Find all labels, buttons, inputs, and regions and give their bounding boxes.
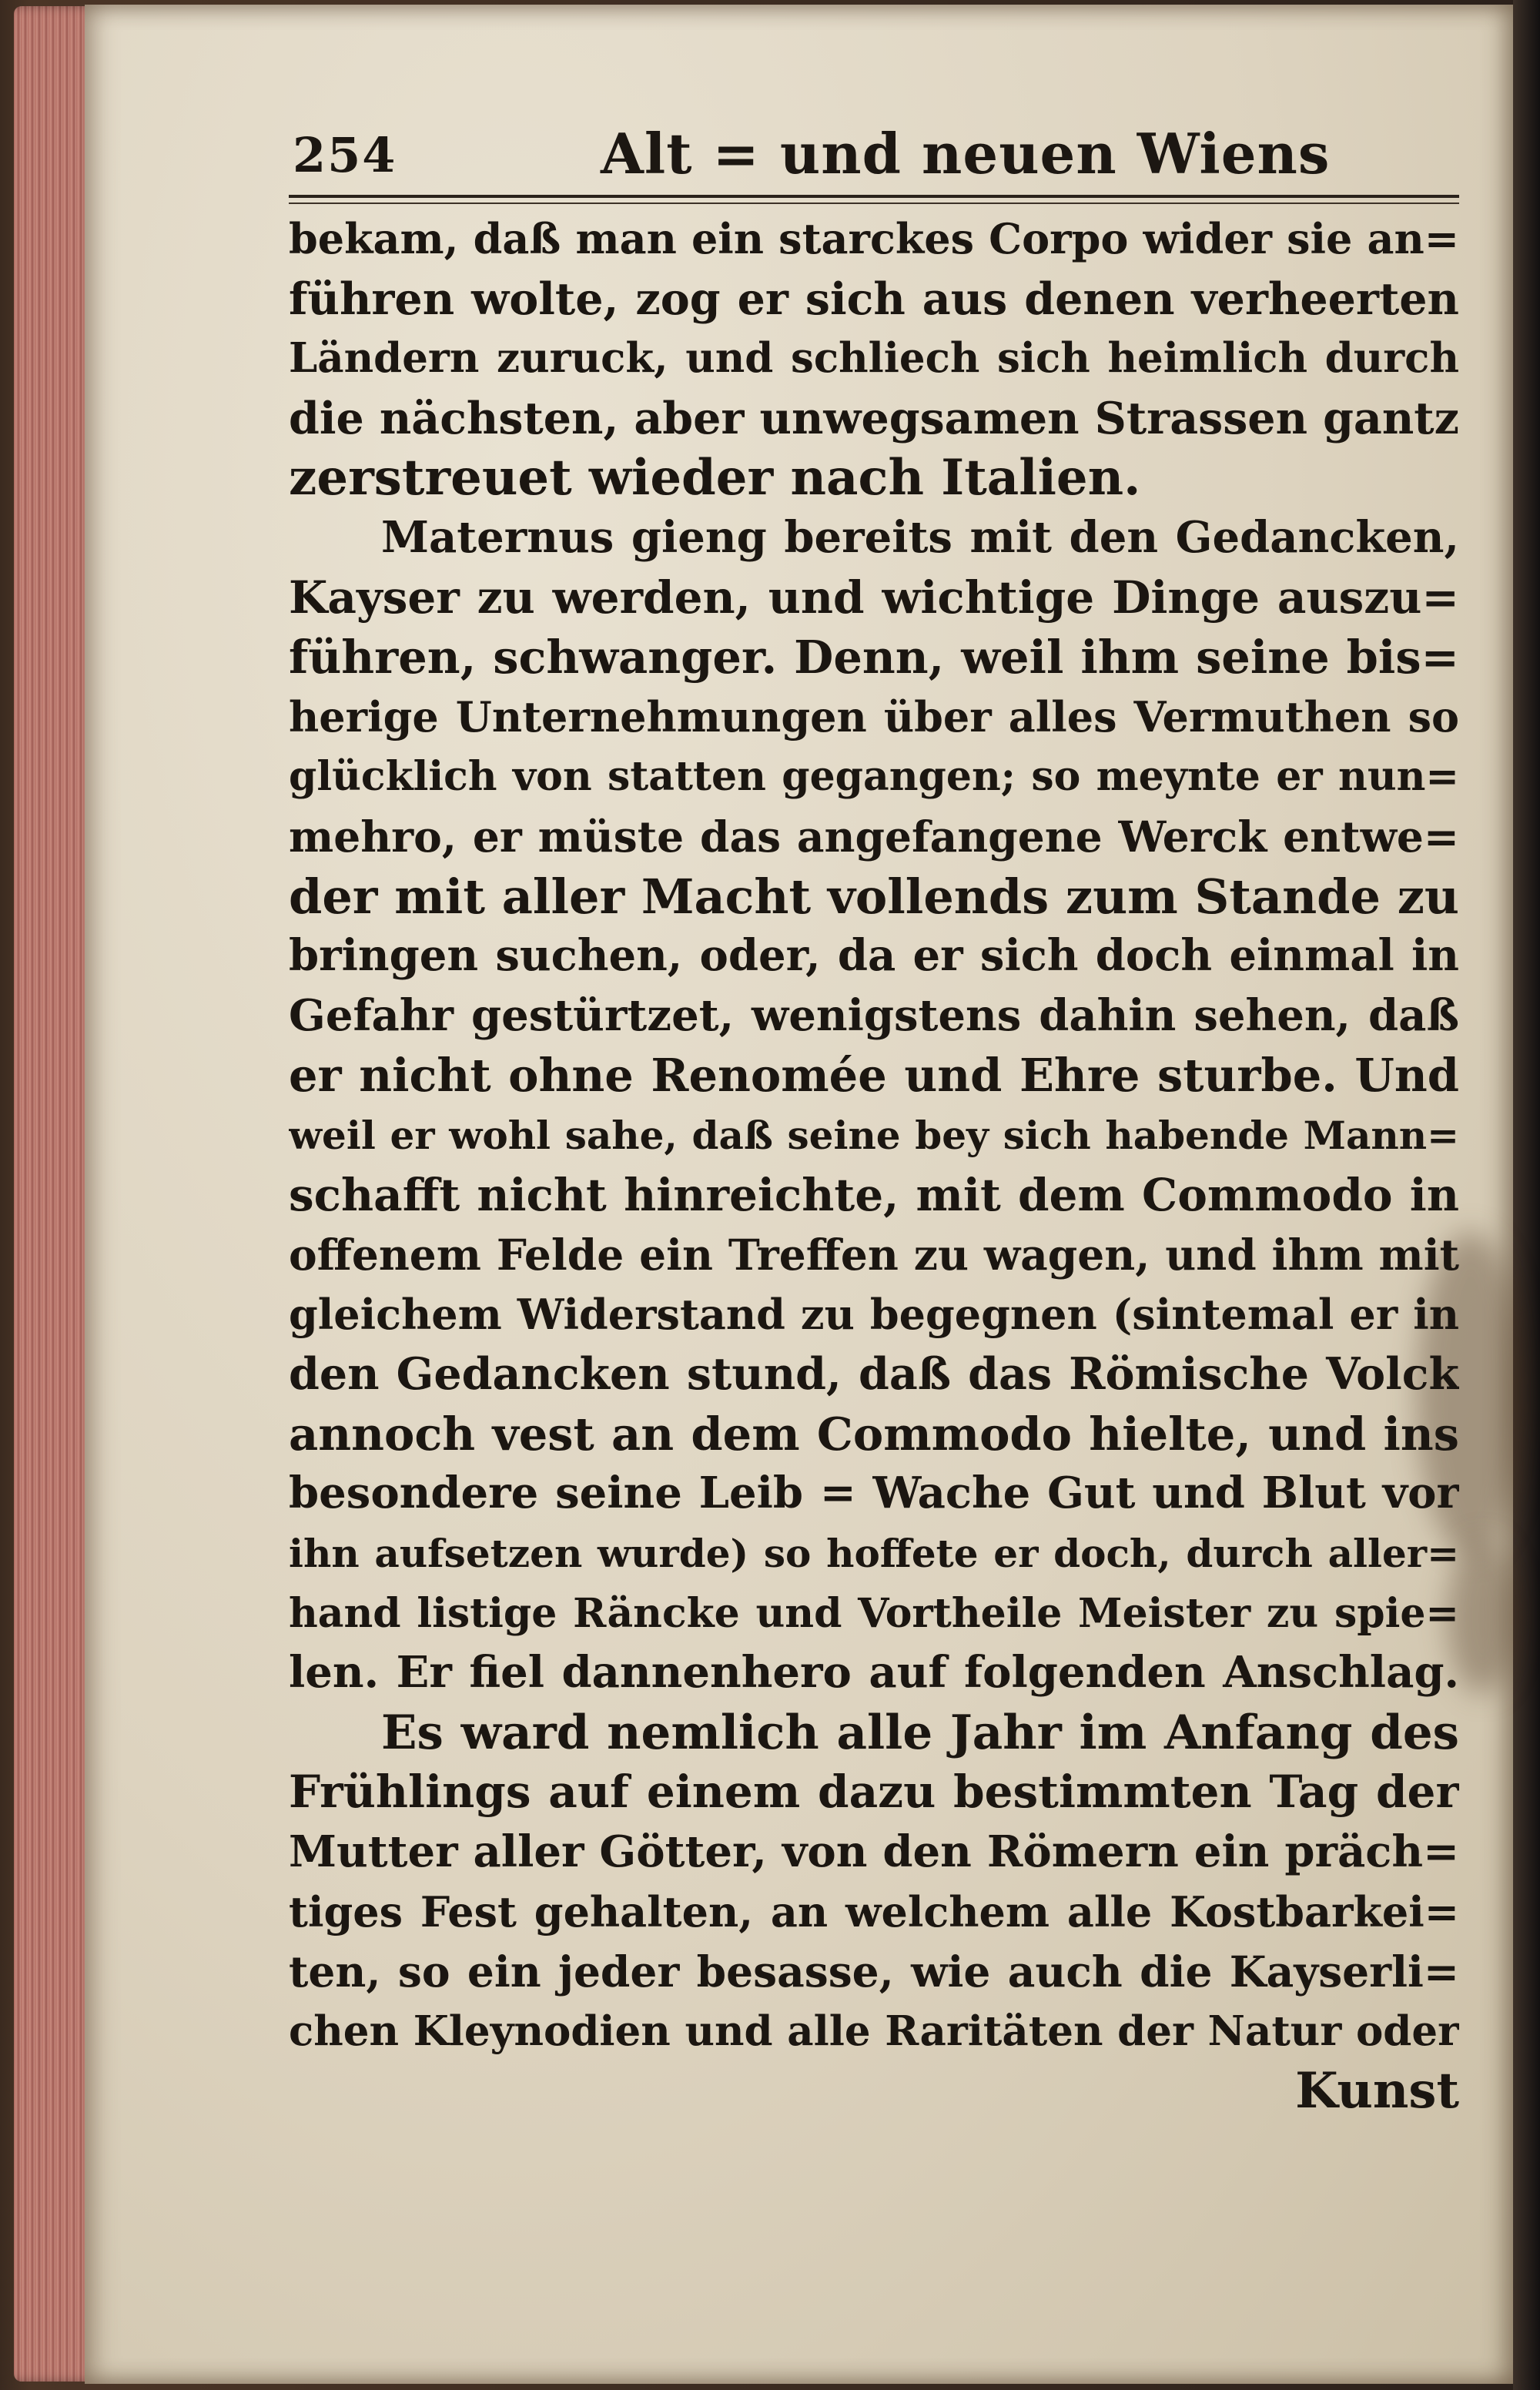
text-line: Frühlings auf einem dazu bestimmten Tag der <box>289 1766 1459 1819</box>
text-line: Ländern zuruck, und schliech sich heimlich durch <box>289 334 1459 383</box>
text-line: Gefahr gestürtzet, wenigstens dahin sehen, daß <box>289 989 1459 1041</box>
text-line: führen, schwanger. Denn, weil ihm seine bis= <box>289 631 1459 685</box>
binding-shadow <box>1513 0 1540 2390</box>
text-line: mehro, er müste das angefangene Werck entwe= <box>289 811 1459 862</box>
text-line: glücklich von statten gegangen; so meynte er nun= <box>289 753 1459 801</box>
catchword: Kunst <box>1295 2062 1459 2121</box>
text-line: bekam, daß man ein starckes Corpo wider sie an= <box>289 214 1459 263</box>
text-line: den Gedancken stund, daß das Römische Volck <box>289 1348 1459 1401</box>
text-line: herige Unternehmungen über alles Vermuthen so <box>289 691 1459 741</box>
text-line: len. Er fiel dannenhero auf folgenden Anschlag. <box>289 1647 1459 1699</box>
text-line: die nächsten, aber unwegsamen Strassen gantz <box>289 392 1459 444</box>
text-line: bringen suchen, oder, da er sich doch einmal in <box>289 930 1459 982</box>
text-line: Es ward nemlich alle Jahr im Anfang des <box>381 1705 1459 1760</box>
text-line: offenem Felde ein Treffen zu wagen, und ihm mit <box>289 1230 1459 1280</box>
header-rule <box>289 195 1459 198</box>
text-line: weil er wohl sahe, daß seine bey sich habende Mann= <box>289 1112 1459 1158</box>
text-line: chen Kleynodien und alle Raritäten der Natur oder <box>289 2007 1459 2055</box>
text-line: ihn aufsetzen wurde) so hoffete er doch, durch aller= <box>289 1531 1459 1577</box>
text-line: schafft nicht hinreichte, mit dem Commodo in <box>289 1168 1459 1221</box>
text-line: Kayser zu werden, und wichtige Dinge auszu= <box>289 571 1459 624</box>
text-line: er nicht ohne Renomée und Ehre sturbe. Und <box>289 1049 1459 1103</box>
text-line: zerstreuet wieder nach Italien. <box>289 449 1141 507</box>
text-line: gleichem Widerstand zu begegnen (sintemal er in <box>289 1289 1459 1339</box>
text-line: annoch vest an dem Commodo hielte, und ins <box>289 1407 1459 1461</box>
text-line: der mit aller Macht vollends zum Stande zu <box>289 868 1459 925</box>
text-line: besondere seine Leib = Wache Gut und Blut vor <box>289 1468 1459 1519</box>
text-line: ten, so ein jeder besasse, wie auch die Kayserli= <box>289 1946 1459 1997</box>
running-head: Alt = und neuen Wiens <box>601 121 1331 186</box>
page-number: 254 <box>293 127 397 183</box>
text-line: Mutter aller Götter, von den Römern ein präch= <box>289 1826 1459 1878</box>
text-line: tiges Fest gehalten, an welchem alle Kostbarkei= <box>289 1886 1459 1936</box>
text-line: führen wolte, zog er sich aus denen verheerten <box>289 273 1459 325</box>
text-line: hand listige Räncke und Vortheile Meister zu spie= <box>289 1589 1459 1637</box>
text-line: Maternus gieng bereits mit den Gedancken, <box>381 511 1459 563</box>
body-text <box>289 209 1459 2121</box>
page-header <box>293 121 1448 196</box>
